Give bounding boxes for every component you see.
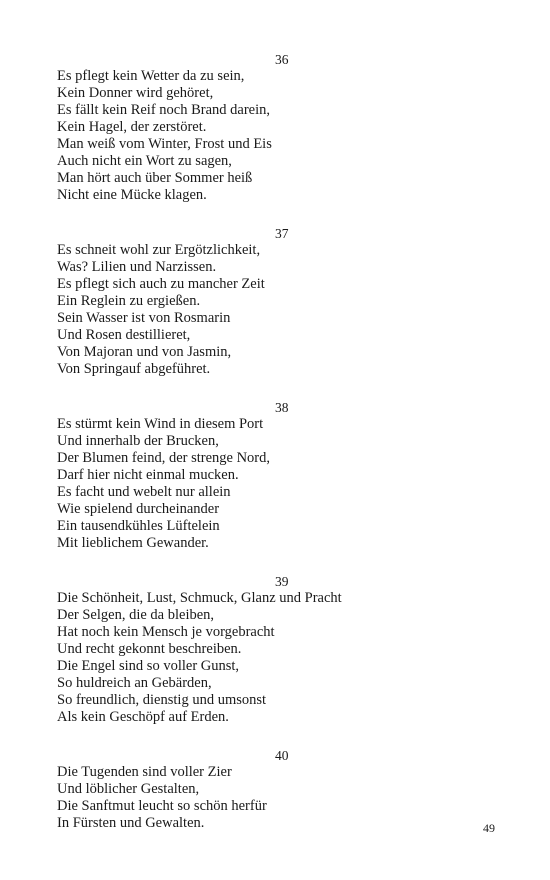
stanza-number: 40	[275, 748, 289, 763]
verse-line: Es schneit wohl zur Ergötzlichkeit,	[57, 242, 261, 258]
verse-line: Sein Wasser ist von Rosmarin	[57, 310, 231, 326]
verse-line: Es pflegt sich auch zu mancher Zeit	[57, 276, 265, 292]
verse-line: Nicht eine Mücke klagen.	[57, 187, 207, 203]
stanza-37	[57, 225, 507, 378]
verse-line: Der Selgen, die da bleiben,	[57, 607, 215, 623]
verse-line: Es fällt kein Reif noch Brand darein,	[57, 102, 271, 118]
stanza-number: 37	[275, 226, 289, 241]
verse-line: Was? Lilien und Narzissen.	[57, 259, 217, 275]
verse-line: Und löblicher Gestalten,	[57, 781, 200, 797]
verse-line: So freundlich, dienstig und umsonst	[57, 692, 267, 708]
verse-line: Ein Reglein zu ergießen.	[57, 293, 201, 309]
verse-line: Von Majoran und von Jasmin,	[57, 344, 232, 360]
verse-line: Die Tugenden sind voller Zier	[57, 764, 232, 780]
verse-line: Darf hier nicht einmal mucken.	[57, 467, 239, 483]
verse-line: In Fürsten und Gewalten.	[57, 815, 205, 831]
poem-body	[57, 51, 507, 853]
verse-line: Ein tausendkühles Lüftelein	[57, 518, 220, 534]
verse-line: Man weiß vom Winter, Frost und Eis	[57, 136, 272, 152]
verse-line: Von Springauf abgeführet.	[57, 361, 211, 377]
stanza-number: 36	[275, 52, 289, 67]
verse-line: Die Engel sind so voller Gunst,	[57, 658, 240, 674]
verse-line: Mit lieblichem Gewander.	[57, 535, 209, 551]
verse-line: Es stürmt kein Wind in diesem Port	[57, 416, 264, 432]
stanza-36	[57, 51, 507, 204]
verse-line: Und recht gekonnt beschreiben.	[57, 641, 242, 657]
verse-line: Es pflegt kein Wetter da zu sein,	[57, 68, 245, 84]
verse-line: Es facht und webelt nur allein	[57, 484, 231, 500]
verse-line: Die Sanftmut leucht so schön herfür	[57, 798, 267, 814]
verse-line: Hat noch kein Mensch je vorgebracht	[57, 624, 275, 640]
verse-line: Die Schönheit, Lust, Schmuck, Glanz und Pracht	[57, 590, 342, 606]
verse-line: Kein Donner wird gehöret,	[57, 85, 214, 101]
stanza-40	[57, 747, 507, 832]
page-number: 49	[483, 821, 495, 835]
stanza-number: 39	[275, 574, 289, 589]
stanza-number: 38	[275, 400, 289, 415]
verse-line: Und innerhalb der Brucken,	[57, 433, 219, 449]
stanza-38	[57, 399, 507, 552]
stanza-39	[57, 573, 507, 726]
verse-line: So huldreich an Gebärden,	[57, 675, 212, 691]
verse-line: Als kein Geschöpf auf Erden.	[57, 709, 229, 725]
verse-line: Auch nicht ein Wort zu sagen,	[57, 153, 232, 169]
verse-line: Man hört auch über Sommer heiß	[57, 170, 253, 186]
verse-line: Und Rosen destillieret,	[57, 327, 191, 343]
verse-line: Kein Hagel, der zerstöret.	[57, 119, 207, 135]
verse-line: Wie spielend durcheinander	[57, 501, 220, 517]
verse-line: Der Blumen feind, der strenge Nord,	[57, 450, 271, 466]
